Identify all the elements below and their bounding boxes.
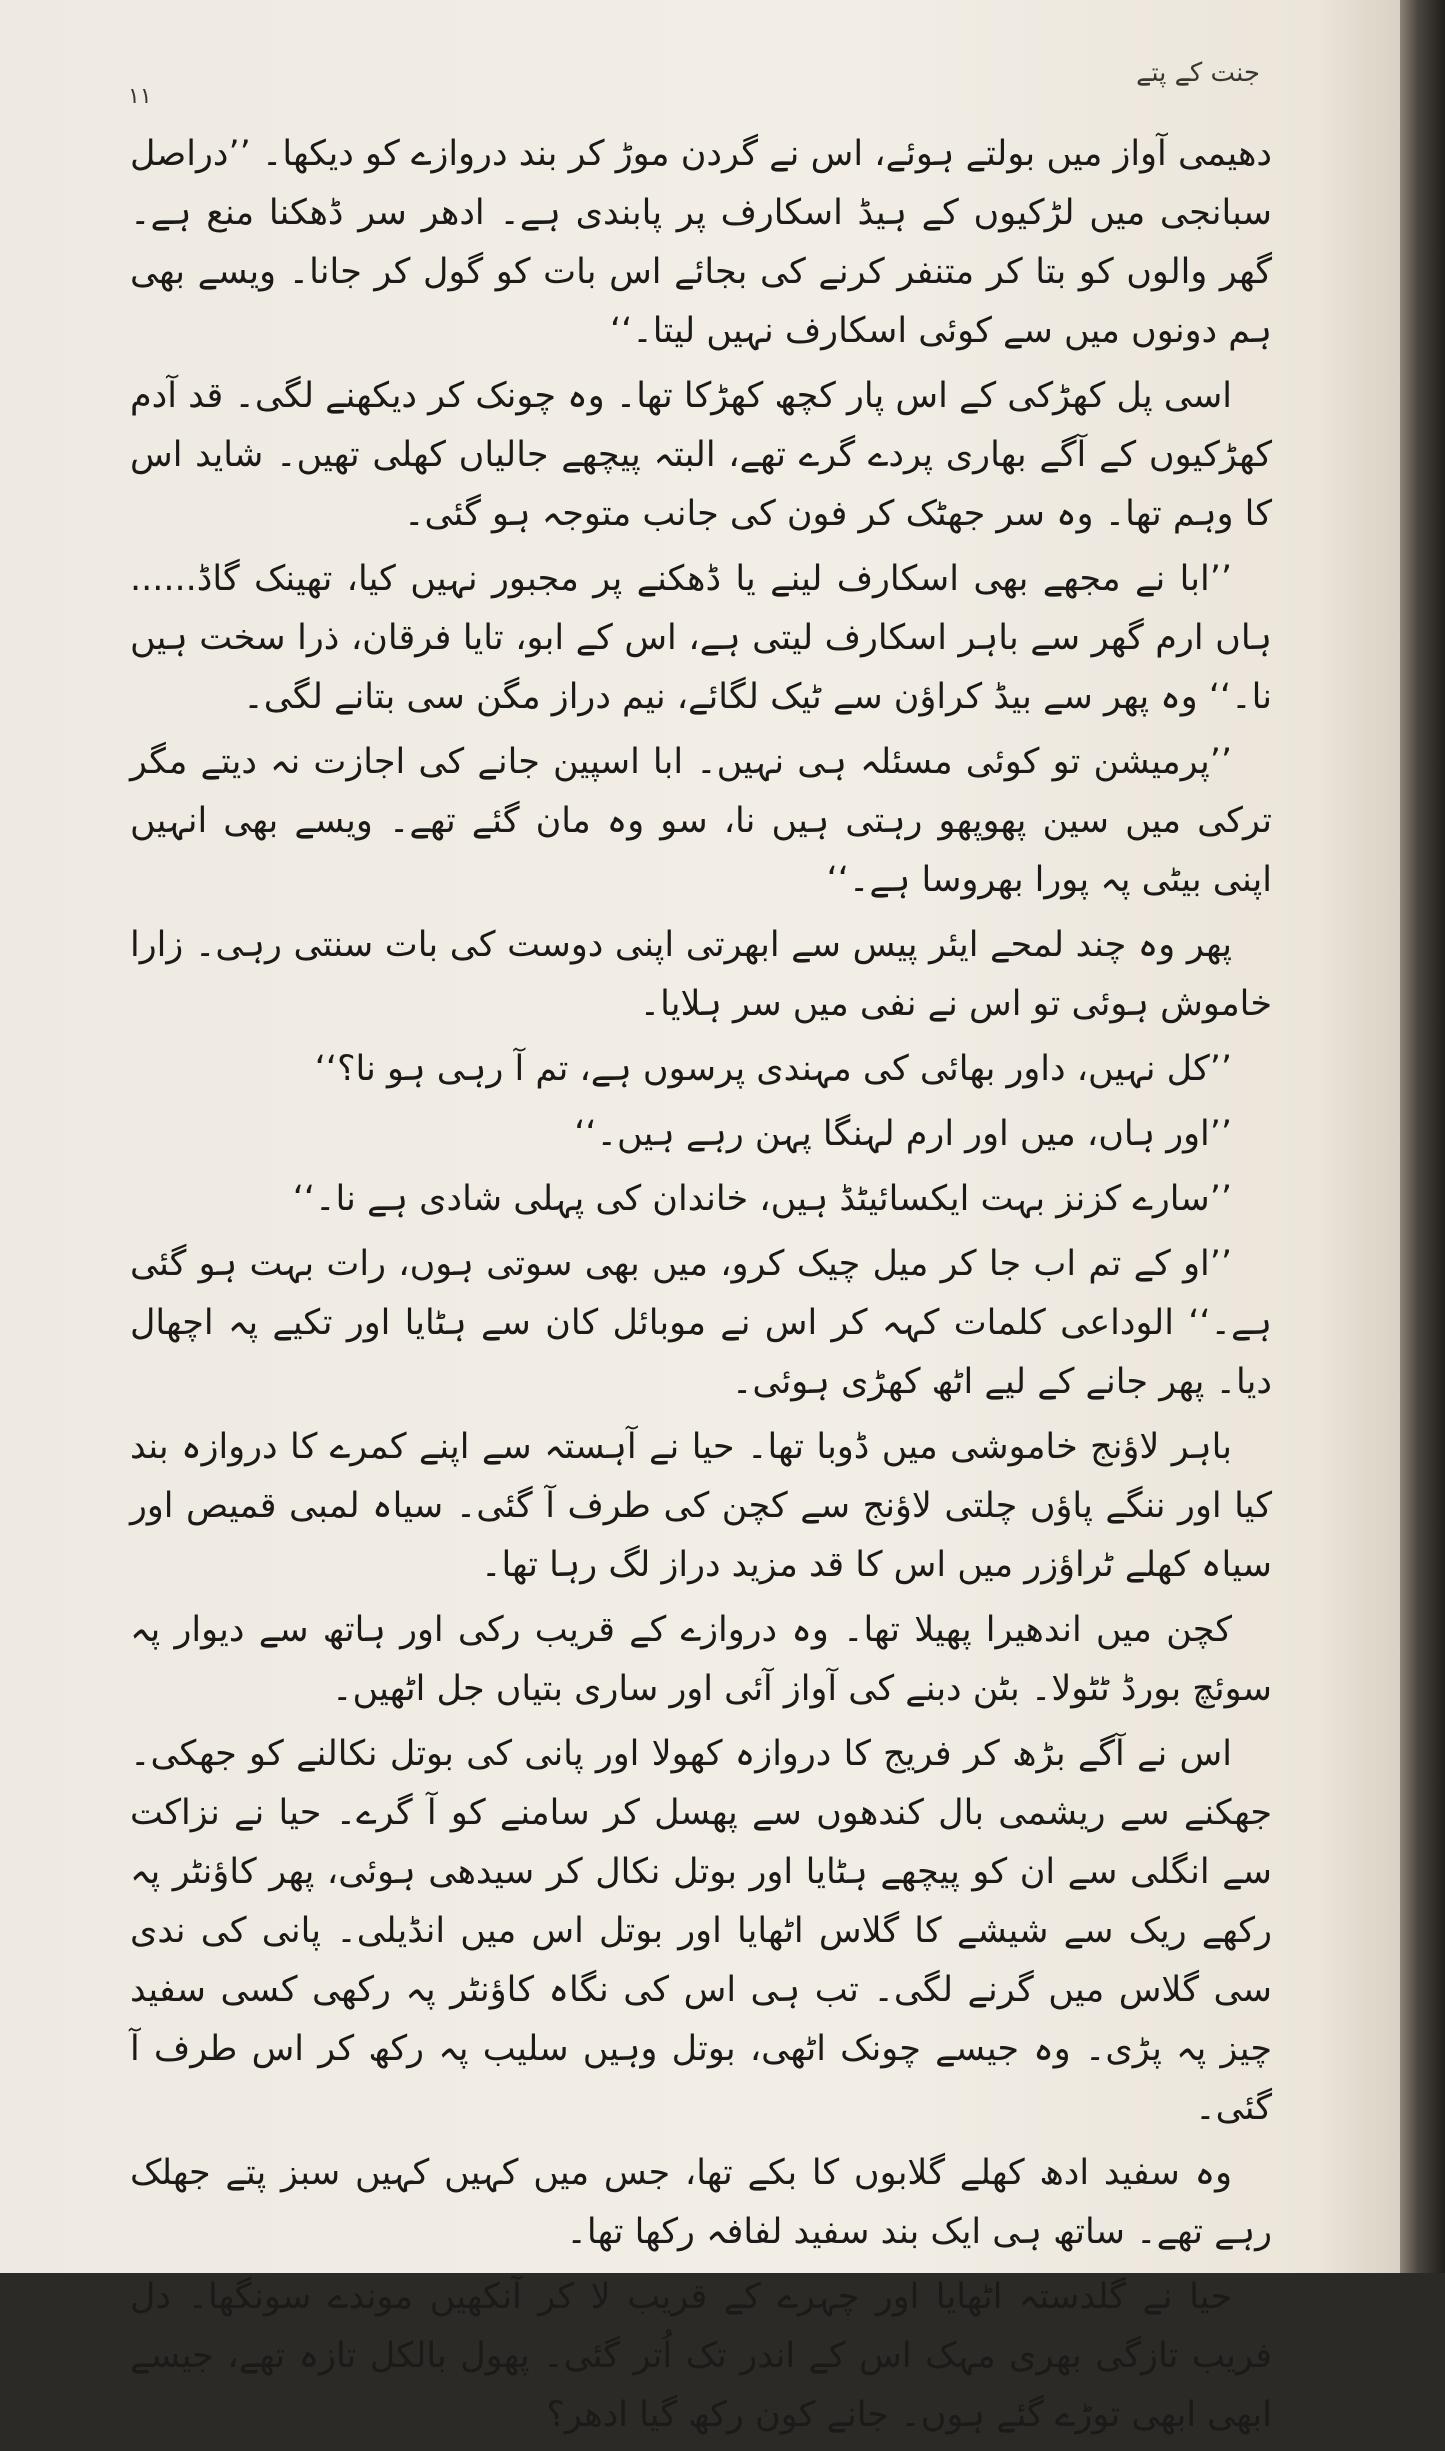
- book-spine-shadow: [1400, 0, 1445, 2273]
- body-text: [130, 125, 1272, 2451]
- paragraph: ’’کل نہیں، داور بھائی کی مہندی پرسوں ہے، تم آ رہی ہو نا؟‘‘: [314, 1049, 1232, 1089]
- paragraph: ’’ابا نے مجھے بھی اسکارف لینے یا ڈھکنے پر مجبور نہیں کیا، تھینک گاڈ...... ہاں ارم گھر سے باہر اسکارف لیتی ہے، اس کے ابو، تایا فرقان، ذرا سخت ہیں نا۔‘‘ وہ پھر سے بیڈ کراؤن سے ٹیک لگائے، نیم دراز مگن سی بتانے لگی۔: [130, 559, 1272, 717]
- paragraph: باہر لاؤنج خاموشی میں ڈوبا تھا۔ حیا نے آہستہ سے اپنے کمرے کا دروازہ بند کیا اور ننگے پاؤں چلتی لاؤنج سے کچن کی طرف آ گئی۔ سیاہ لمبی قمیص اور سیاہ کھلے ٹراؤزر میں اس کا قد مزید دراز لگ رہا تھا۔: [130, 1427, 1272, 1585]
- paragraph: ’’او کے تم اب جا کر میل چیک کرو، میں بھی سوتی ہوں، رات بہت ہو گئی ہے۔‘‘ الوداعی کلمات کہہ کر اس نے موبائل کان سے ہٹایا اور تکیے پہ اچھال دیا۔ پھر جانے کے لیے اٹھ کھڑی ہوئی۔: [130, 1244, 1272, 1402]
- paragraph: اس نے آگے بڑھ کر فریج کا دروازہ کھولا اور پانی کی بوتل نکالنے کو جھکی۔ جھکنے سے ریشمی بال کندھوں سے پھسل کر سامنے کو آ گرے۔ حیا نے نزاکت سے انگلی سے ان کو پیچھے ہٹایا اور بوتل نکال کر سیدھی ہوئی، پھر کاؤنٹر پہ رکھے ریک سے شیشے کا گلاس اٹھایا اور بوتل اس میں انڈیلی۔ پانی کی ندی سی گلاس میں گرنے لگی۔ تب ہی اس کی نگاہ کاؤنٹر پہ رکھی کسی سفید چیز پہ پڑی۔ وہ جیسے چونک اٹھی، بوتل وہیں سلیب پہ رکھ کر اس طرف آ گئی۔: [130, 1734, 1272, 2128]
- page-number: ۱۱: [128, 84, 152, 109]
- paragraph: حیا نے گلدستہ اٹھایا اور چہرے کے قریب لا کر آنکھیں موندے سونگھا۔ دل فریب تازگی بھری مہک اس کے اندر تک اُتر گئی۔ پھول بالکل تازہ تھے، جیسے ابھی ابھی توڑے گئے ہوں۔ جانے کون رکھ گیا ادھر؟: [130, 2277, 1272, 2435]
- paragraph: ’’سارے کزنز بہت ایکسائیٹڈ ہیں، خاندان کی پہلی شادی ہے نا۔‘‘: [292, 1179, 1232, 1219]
- paragraph: دھیمی آواز میں بولتے ہوئے، اس نے گردن موڑ کر بند دروازے کو دیکھا۔ ’’دراصل سبانجی میں لڑکیوں کے ہیڈ اسکارف پر پابندی ہے۔ ادھر سر ڈھکنا منع ہے۔ گھر والوں کو بتا کر متنفر کرنے کی بجائے اس بات کو گول کر جانا۔ ویسے بھی ہم دونوں میں سے کوئی اسکارف نہیں لیتا۔‘‘: [130, 134, 1272, 351]
- paragraph: وہ سفید ادھ کھلے گلابوں کا بکے تھا، جس میں کہیں کہیں سبز پتے جھلک رہے تھے۔ ساتھ ہی ایک بند سفید لفافہ رکھا تھا۔: [130, 2153, 1272, 2252]
- paragraph: کچن میں اندھیرا پھیلا تھا۔ وہ دروازے کے قریب رکی اور ہاتھ سے دیوار پہ سوئچ بورڈ ٹٹولا۔ بٹن دبنے کی آواز آئی اور ساری بتیاں جل اٹھیں۔: [130, 1610, 1272, 1709]
- paragraph: اسی پل کھڑکی کے اس پار کچھ کھڑکا تھا۔ وہ چونک کر دیکھنے لگی۔ قد آدم کھڑکیوں کے آگے بھاری پردے گرے تھے، البتہ پیچھے جالیاں کھلی تھیں۔ شاید اس کا وہم تھا۔ وہ سر جھٹک کر فون کی جانب متوجہ ہو گئی۔: [130, 376, 1272, 534]
- paragraph: ’’اور ہاں، میں اور ارم لہنگا پہن رہے ہیں۔‘‘: [574, 1114, 1232, 1154]
- paragraph: ’’پرمیشن تو کوئی مسئلہ ہی نہیں۔ ابا اسپین جانے کی اجازت نہ دیتے مگر ترکی میں سین پھوپھو رہتی ہیں نا، سو وہ مان گئے تھے۔ ویسے بھی انہیں اپنی بیٹی پہ پورا بھروسا ہے۔‘‘: [130, 742, 1272, 900]
- running-head: جنت کے پتے: [1136, 58, 1260, 88]
- paragraph: پھر وہ چند لمحے ایئر پیس سے ابھرتی اپنی دوست کی بات سنتی رہی۔ زارا خاموش ہوئی تو اس نے نفی میں سر ہلایا۔: [130, 925, 1272, 1024]
